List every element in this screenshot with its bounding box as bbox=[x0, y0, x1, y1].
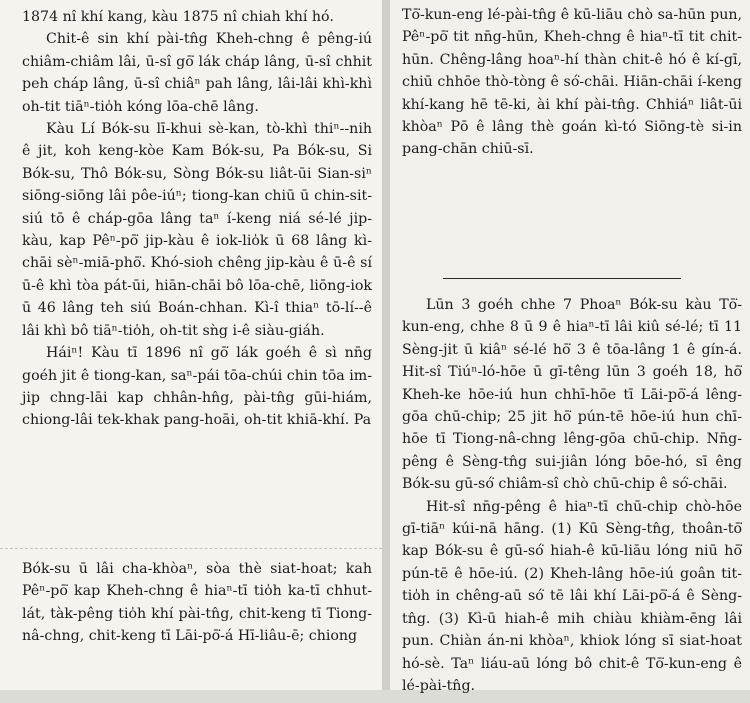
section-divider bbox=[443, 278, 681, 279]
paragraph: Tō͘-kun-eng lé-pài-tn̂g ê kū-liāu chò sa-hūn pun, Pêⁿ-pō͘ tit nn̄g-hūn, Kheh-chng ê hiaⁿ-tī tit chit-hūn. Chêng-lâng hoaⁿ-hí thàn chit-ê hó ê kí-gī, chiū chhōe thò-tòng ê só͘-chāi. Hiān-chāi í-keng khí-kang hē tē-ki, ài khí pài-tn̂g. Chhiáⁿ liât-ūi khòaⁿ Pō ê lâng thè goán kì-tó Siōng-tè si-in pang-chān chiū-sī. bbox=[402, 7, 742, 158]
paragraph: Háiⁿ! Kàu tī 1896 nî gō͘ lák goéh ê sì nn̄g goéh jit ê tiong-kan, saⁿ-pái tōa-chúi chin tōa im-jip chng-lāi kap chhân-hn̂g, pài-tn̂g gūi-hiám, chiong-lâi tek-khak pang-hoāi, oh-tit khiā-khí. Pa bbox=[22, 345, 373, 429]
right-column-text-bottom bbox=[402, 294, 742, 697]
scan-cut-line bbox=[0, 548, 382, 549]
column-gutter bbox=[382, 0, 390, 703]
right-column-text-top bbox=[402, 4, 742, 161]
left-column-text-bottom bbox=[22, 558, 372, 648]
paragraph: Chit-ê sin khí pài-tn̂g Kheh-chng ê pêng-iú chiâm-chiâm lâi, ū-sî gō͘ lák cháp lâng, ū-sî chhit peh cháp lâng, ū-sî chiâⁿ pah lâng, lâi-lâi khì-khì oh-tit tiāⁿ-tio̍h kóng lōa-chē lâng. bbox=[22, 31, 372, 115]
paragraph: Kàu Lí Bók-su lī-khui sè-kan, tò-khì thiⁿ--nih ê jit, koh keng-kòe Kam Bók-su, Pa Bók-su, Si Bók-su, Thô Bók-su, Sòng Bók-su liât-ūi Sian-siⁿ siōng-siōng lâi pôe-iúⁿ; tiong-kan chiū ū chin-sit-siú tō ê cháp-gōa lâng taⁿ í-keng niá sé-lé jip-kàu, kap Pêⁿ-pō͘ jip-kàu ê iok-lio̍k ū 68 lâng kì-chāi sèⁿ-miā-phō͘. Khó-sioh chêng jip-kàu ê ū-ê sí ū-ê khì tòa pát-ūi, hiān-chāi bô lōa-chē, liōng-iok ū 46 lâng teh siú Boán-chhan. Kì-î thiaⁿ tō-lí--ê lâi khì bô tiāⁿ-tio̍h, oh-tit sǹg i-ê siàu-giáh. bbox=[22, 121, 372, 339]
left-column-text-top bbox=[22, 6, 372, 432]
paragraph: Lūn 3 goéh chhe 7 Phoaⁿ Bók-su kàu Tō͘-kun-eng, chhe 8 ū 9 ê hiaⁿ-tī lâi kiû sé-lé; tī 11 Sèng-jit ū kiâⁿ sé-lé hō͘ 3 ê tōa-lâng 1 ê gín-á. Hit-sî Tiúⁿ-ló-hōe ū gī-têng lūn 3 goéh 18, hō͘ Kheh-ke hōe-iú hun chhī-hōe tī Lāi-pō͘-á lêng-gōa chū-chip; 25 jit hō͘ pún-tē hōe-iú hun chī-hōe tī Tiong-nâ-chng lêng-gōa chū-chip. Nn̄g-pêng ê Sèng-tn̂g sui-jiân lóng bōe-hó, sī êng Bók-su gū-só͘ chiâm-sî chò chū-chip ê só͘-chāi. bbox=[402, 297, 742, 493]
paragraph: Hit-sî nn̄g-pêng ê hiaⁿ-tī chū-chip chò-hōe gī-tiāⁿ kúi-nā hāng. (1) Kū Sèng-tn̂g, thoân-tō͘ kap Bók-su ê gū-só͘ hiah-ê kū-liāu lóng niū hō͘ pún-tē ê hōe-iú. (2) Kheh-lâng hōe-iú goân tit-tio̍h in chêng-aū só͘ tē lâi khí Lāi-pō͘-á ê Sèng-tn̂g. (3) Kì-ū hiah-ê mih chiàu khiàm-ēng lâi pun. Chiàn án-ni khòaⁿ, khiok lóng sī siat-hoat hó-sè. Taⁿ liáu-aū lóng bô chit-ê Tō͘-kun-eng ê lé-pài-tn̂g. bbox=[402, 498, 742, 694]
paragraph: Bók-su ū lâi cha-khòaⁿ, sòa thè siat-hoat; kah Pêⁿ-pō͘ kap Kheh-chng ê hiaⁿ-tī tio̍h ka-tī chhut-lát, tàk-pêng tio̍h khí pài-tn̂g, chit-keng tī Tiong-nâ-chng, chit-keng tī Lāi-pō͘-á Hī-liâu-ē; chiong bbox=[22, 561, 372, 645]
paragraph: 1874 nî khí kang, kàu 1875 nî chiah khí hó. bbox=[22, 9, 334, 25]
